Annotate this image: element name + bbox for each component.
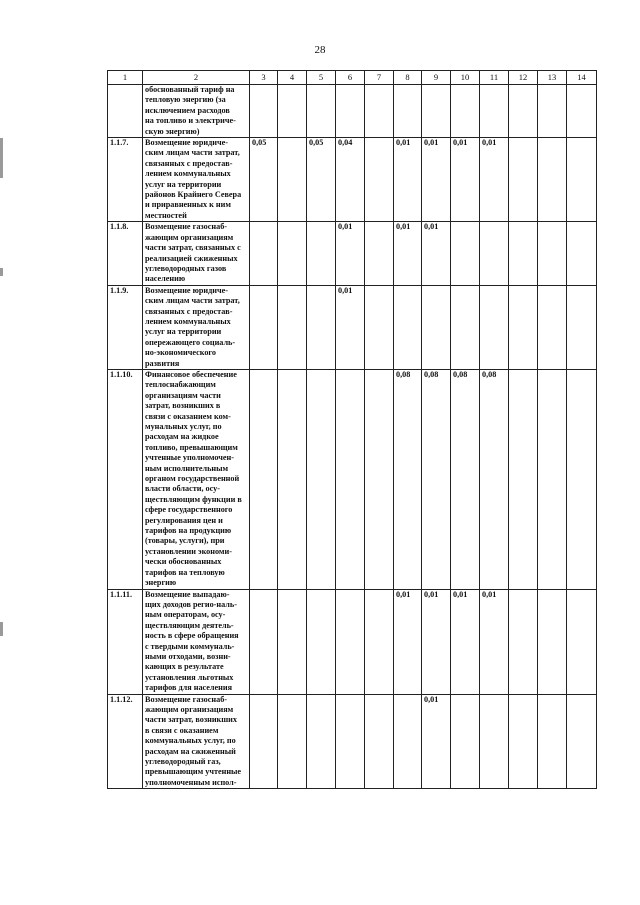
value-cell: 0,05 (307, 138, 336, 222)
description-line: Финансовое обеспечение (145, 369, 237, 379)
value-cell (250, 285, 278, 369)
column-header: 11 (480, 71, 509, 85)
description-line: части затрат, связанных с (145, 243, 241, 253)
description-line: углеводородный газ, (145, 757, 221, 766)
description-line: лением коммунальных (145, 316, 231, 326)
description-line: расходам на сжиженный (145, 746, 236, 756)
column-header: 7 (365, 71, 394, 85)
value-cell (480, 85, 509, 138)
description-line: тарифов на продукцию (145, 526, 232, 536)
value-cell (422, 85, 451, 138)
description-line: реализацией сжиженных (145, 253, 238, 263)
value-cell (451, 222, 480, 285)
value-cell (365, 589, 394, 694)
description-line: власти области, осу- (145, 484, 220, 494)
column-header: 9 (422, 71, 451, 85)
description-line: ским лицам части затрат, (145, 296, 240, 306)
row-description (143, 85, 250, 138)
description-line: Возмещение юридиче- (145, 138, 228, 148)
value-cell (567, 589, 597, 694)
description-line: тарифов на тепловую (145, 567, 225, 577)
value-cell (538, 85, 567, 138)
value-cell (480, 694, 509, 789)
value-cell (336, 589, 365, 694)
value-cell: 0,01 (422, 222, 451, 285)
description-line: энергию (145, 578, 177, 588)
table-row (108, 85, 597, 138)
description-line: превышающим учтенные (145, 767, 242, 777)
value-cell (538, 694, 567, 789)
description-line: связанных с предостав- (145, 158, 233, 168)
description-line: чески обоснованных (145, 557, 222, 567)
value-cell (394, 285, 422, 369)
value-cell (278, 285, 307, 369)
value-cell (509, 694, 538, 789)
value-cell (422, 285, 451, 369)
value-cell (307, 694, 336, 789)
left-edge-mark (0, 622, 3, 636)
column-header: 1 (108, 71, 143, 85)
value-cell (278, 138, 307, 222)
budget-table (107, 70, 597, 789)
left-edge-mark (0, 268, 3, 276)
value-cell (538, 285, 567, 369)
description-line: ным исполнительным (145, 463, 229, 473)
description-line: сфере государственного (145, 505, 233, 515)
value-cell: 0,08 (422, 369, 451, 589)
table-row (108, 589, 597, 694)
value-cell (538, 589, 567, 694)
description-line: связи с оказанием ком- (145, 411, 231, 421)
description-line: установлении экономи- (145, 546, 232, 556)
value-cell (278, 85, 307, 138)
description-line: регулирования цен и (145, 515, 223, 525)
value-cell (567, 138, 597, 222)
value-cell: 0,08 (480, 369, 509, 589)
value-cell (307, 85, 336, 138)
value-cell (394, 694, 422, 789)
value-cell: 0,01 (422, 138, 451, 222)
column-header: 3 (250, 71, 278, 85)
value-cell: 0,04 (336, 138, 365, 222)
value-cell (336, 694, 365, 789)
description-line: организациям части (145, 390, 221, 400)
column-header: 2 (143, 71, 250, 85)
column-header: 6 (336, 71, 365, 85)
description-line: кающих в результате (145, 662, 224, 672)
description-line: в связи с оказанием (145, 725, 219, 735)
description-line: части затрат, возникших (145, 715, 237, 725)
row-description (143, 589, 250, 694)
description-line: обоснованный тариф на (145, 85, 235, 94)
value-cell (509, 589, 538, 694)
value-cell: 0,01 (394, 138, 422, 222)
column-header: 5 (307, 71, 336, 85)
description-line: жающим организациям (145, 232, 234, 242)
column-header: 10 (451, 71, 480, 85)
value-cell: 0,01 (422, 694, 451, 789)
value-cell (538, 369, 567, 589)
description-line: но-экономического (145, 348, 217, 358)
value-cell (480, 222, 509, 285)
value-cell (509, 369, 538, 589)
value-cell: 0,01 (480, 589, 509, 694)
description-line: с твердыми коммуналь- (145, 641, 235, 651)
value-cell (538, 138, 567, 222)
description-line: ским лицам части затрат, (145, 148, 240, 158)
value-cell (509, 222, 538, 285)
description-line: тепловую энергию (за (145, 95, 226, 105)
value-cell: 0,01 (394, 222, 422, 285)
value-cell (394, 85, 422, 138)
description-line: исключением расходов (145, 105, 230, 115)
value-cell (567, 222, 597, 285)
row-number (108, 85, 143, 138)
description-line: коммунальных услуг, по (145, 736, 236, 746)
value-cell (451, 694, 480, 789)
row-description (143, 369, 250, 589)
value-cell (567, 694, 597, 789)
description-line: установления льготных (145, 672, 234, 682)
row-description (143, 138, 250, 222)
value-cell (451, 85, 480, 138)
row-number: 1.1.11. (108, 589, 143, 694)
value-cell (567, 285, 597, 369)
row-number: 1.1.10. (108, 369, 143, 589)
value-cell: 0,08 (451, 369, 480, 589)
description-line: ществляющим деятель- (145, 620, 234, 630)
value-cell (336, 369, 365, 589)
description-line: услуг на территории (145, 327, 222, 337)
description-line: теплоснабжающим (145, 380, 216, 390)
value-cell: 0,01 (336, 285, 365, 369)
description-line: учтенные уполномочен- (145, 453, 234, 463)
table-row (108, 285, 597, 369)
description-line: щих доходов регио-наль- (145, 599, 237, 609)
description-line: Возмещение выпадаю- (145, 589, 230, 599)
value-cell (365, 285, 394, 369)
description-line: жающим организациям (145, 704, 234, 714)
description-line: топливо, превышающим (145, 442, 238, 452)
value-cell (336, 85, 365, 138)
column-header: 14 (567, 71, 597, 85)
row-number: 1.1.9. (108, 285, 143, 369)
value-cell (365, 138, 394, 222)
description-line: ществляющим функции в (145, 494, 242, 504)
description-line: на топливо и электриче- (145, 116, 236, 126)
description-line: расходам на жидкое (145, 432, 219, 442)
row-description (143, 285, 250, 369)
description-line: (товары, услуги), при (145, 536, 225, 546)
value-cell (365, 694, 394, 789)
value-cell (451, 285, 480, 369)
description-line: Возмещение юридиче- (145, 285, 228, 295)
description-line: ными отходами, возни- (145, 651, 231, 661)
description-line: Возмещение газоснаб- (145, 694, 228, 704)
value-cell: 0,01 (422, 589, 451, 694)
value-cell (307, 589, 336, 694)
column-header: 4 (278, 71, 307, 85)
description-line: лением коммунальных (145, 169, 231, 179)
description-line: углеводородных газов (145, 263, 227, 273)
value-cell: 0,01 (394, 589, 422, 694)
value-cell (365, 85, 394, 138)
value-cell (509, 285, 538, 369)
value-cell (278, 369, 307, 589)
value-cell (509, 138, 538, 222)
table-row (108, 222, 597, 285)
value-cell (307, 369, 336, 589)
header-row (108, 71, 597, 85)
description-line: развития (145, 358, 180, 368)
page-number: 28 (314, 44, 326, 56)
description-line: Возмещение газоснаб- (145, 222, 228, 232)
value-cell (365, 222, 394, 285)
value-cell (250, 85, 278, 138)
description-line: органом государственной (145, 474, 240, 484)
value-cell: 0,01 (451, 589, 480, 694)
description-line: населению (145, 274, 186, 284)
value-cell: 0,08 (394, 369, 422, 589)
column-header: 8 (394, 71, 422, 85)
value-cell (365, 369, 394, 589)
row-number: 1.1.12. (108, 694, 143, 789)
value-cell (250, 694, 278, 789)
value-cell (567, 85, 597, 138)
table-row (108, 369, 597, 589)
description-line: ность в сфере обращения (145, 631, 239, 641)
value-cell (278, 589, 307, 694)
description-line: тарифов для населения (145, 683, 232, 693)
value-cell (307, 285, 336, 369)
table-row (108, 138, 597, 222)
value-cell: 0,05 (250, 138, 278, 222)
value-cell (538, 222, 567, 285)
value-cell (278, 694, 307, 789)
description-line: ным операторам, осу- (145, 610, 226, 620)
description-line: затрат, возникших в (145, 401, 221, 411)
column-header: 13 (538, 71, 567, 85)
value-cell: 0,01 (336, 222, 365, 285)
value-cell (278, 222, 307, 285)
column-header: 12 (509, 71, 538, 85)
description-line: скую энергию) (145, 126, 200, 136)
description-line: связанных с предостав- (145, 306, 233, 316)
value-cell (250, 589, 278, 694)
row-description (143, 222, 250, 285)
value-cell: 0,01 (451, 138, 480, 222)
value-cell (480, 285, 509, 369)
value-cell (307, 222, 336, 285)
description-line: мунальных услуг, по (145, 422, 222, 431)
value-cell (250, 369, 278, 589)
table-row (108, 694, 597, 789)
description-line: услуг на территории (145, 179, 222, 189)
value-cell (250, 222, 278, 285)
row-number: 1.1.7. (108, 138, 143, 222)
left-edge-mark (0, 138, 3, 178)
row-description (143, 694, 250, 789)
description-line: опережающего социаль- (145, 337, 236, 347)
value-cell (509, 85, 538, 138)
description-line: местностей (145, 210, 187, 220)
description-line: районов Крайнего Севера (145, 190, 242, 200)
description-line: и приравненных к ним (145, 200, 231, 210)
description-line: уполномоченным испол- (145, 777, 237, 787)
row-number: 1.1.8. (108, 222, 143, 285)
value-cell: 0,01 (480, 138, 509, 222)
value-cell (567, 369, 597, 589)
